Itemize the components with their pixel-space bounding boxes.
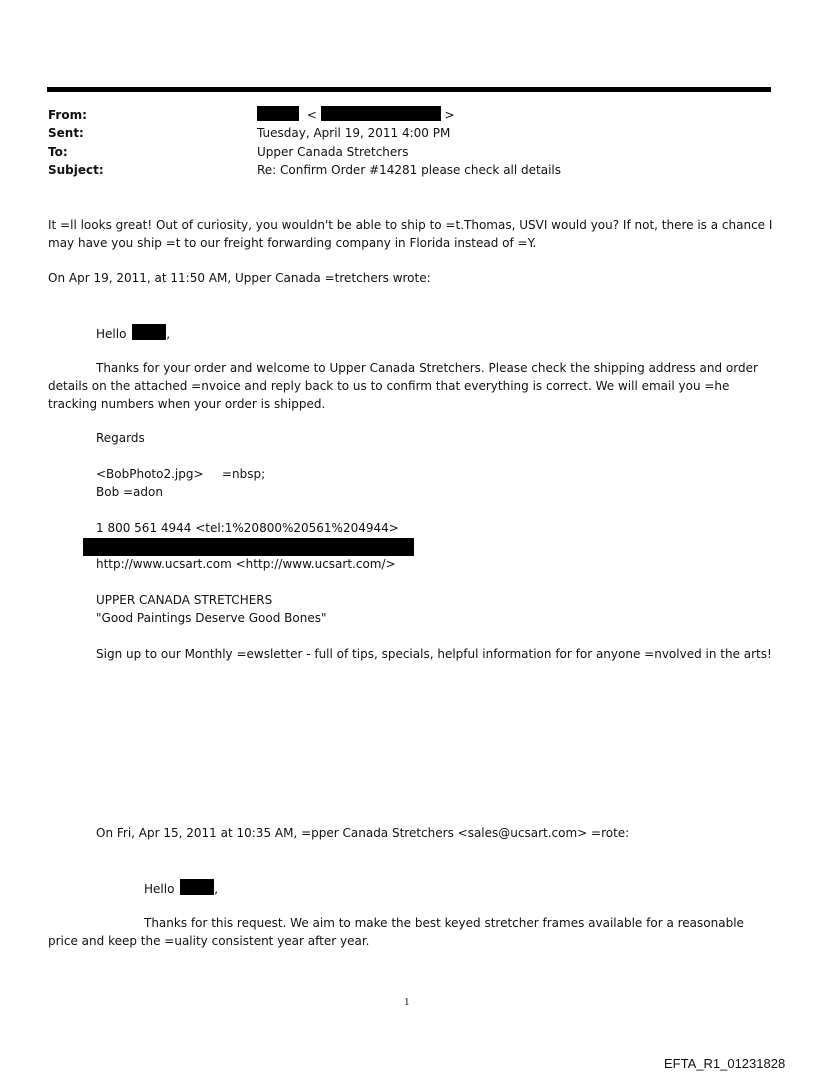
reply-paragraph: It =ll looks great! Out of curiosity, you wouldn't be able to ship to =t.Thomas, USVI would you? If not, there is a chance I may have you ship =t to our freight forwarding company in Florida instead of =Y.	[48, 218, 773, 250]
greeting-hello-2: Hello	[144, 882, 175, 896]
nbsp-text: =nbsp;	[222, 467, 266, 481]
subject-value: Re: Confirm Order #14281 please check all details	[257, 163, 562, 177]
signer-name: Bob =adon	[96, 485, 163, 499]
company-slogan: "Good Paintings Deserve Good Bones"	[96, 611, 327, 625]
greeting-1	[96, 324, 170, 341]
redacted-recipient-name-2	[180, 879, 214, 895]
to-label: To:	[48, 145, 68, 159]
greeting-hello-1: Hello	[96, 327, 127, 341]
website-link[interactable]: http://www.ucsart.com <http://www.ucsart.com/>	[96, 557, 396, 571]
header-rule	[47, 87, 771, 92]
subject-label: Subject:	[48, 163, 104, 177]
redacted-block	[83, 538, 414, 556]
sent-label: Sent:	[48, 126, 84, 140]
quote-header-2: On Fri, Apr 15, 2011 at 10:35 AM, =pper Canada Stretchers <sales@ucsart.com> =rote:	[96, 826, 630, 840]
greeting-2	[144, 879, 218, 896]
phone-line: 1 800 561 4944 <tel:1%20800%20561%204944>	[96, 521, 399, 535]
thanks-paragraph-2: Thanks for this request. We aim to make the best keyed stretcher frames available for a reasonable price and keep the =uality consistent year after year.	[48, 916, 744, 948]
redacted-sender-name	[257, 106, 299, 121]
company-name: UPPER CANADA STRETCHERS	[96, 593, 273, 607]
greeting-comma-1: ,	[166, 327, 171, 341]
page-number: 1	[404, 996, 410, 1008]
to-value: Upper Canada Stretchers	[257, 145, 409, 159]
from-value	[257, 106, 455, 122]
redacted-sender-email	[321, 106, 441, 121]
greeting-comma-2: ,	[214, 882, 219, 896]
from-label: From:	[48, 108, 87, 122]
from-close-bracket: >	[444, 108, 455, 122]
quote-header-1: On Apr 19, 2011, at 11:50 AM, Upper Canada =tretchers wrote:	[48, 271, 431, 285]
document-id: EFTA_R1_01231828	[664, 1056, 786, 1071]
thanks-paragraph-1: Thanks for your order and welcome to Upper Canada Stretchers. Please check the shipping address and order details on the attached =nvoice and reply back to us to confirm that everything is correct. We will email you =he tracking numbers when your order is shipped.	[48, 361, 758, 411]
redacted-recipient-name-1	[132, 324, 166, 340]
sent-value: Tuesday, April 19, 2011 4:00 PM	[257, 126, 451, 140]
from-open-bracket: <	[306, 108, 317, 122]
regards-line: Regards	[96, 431, 145, 445]
newsletter-line: Sign up to our Monthly =ewsletter - full of tips, specials, helpful information for for anyone =nvolved in the arts!	[96, 647, 772, 661]
photo-placeholder: <BobPhoto2.jpg>	[96, 467, 204, 481]
